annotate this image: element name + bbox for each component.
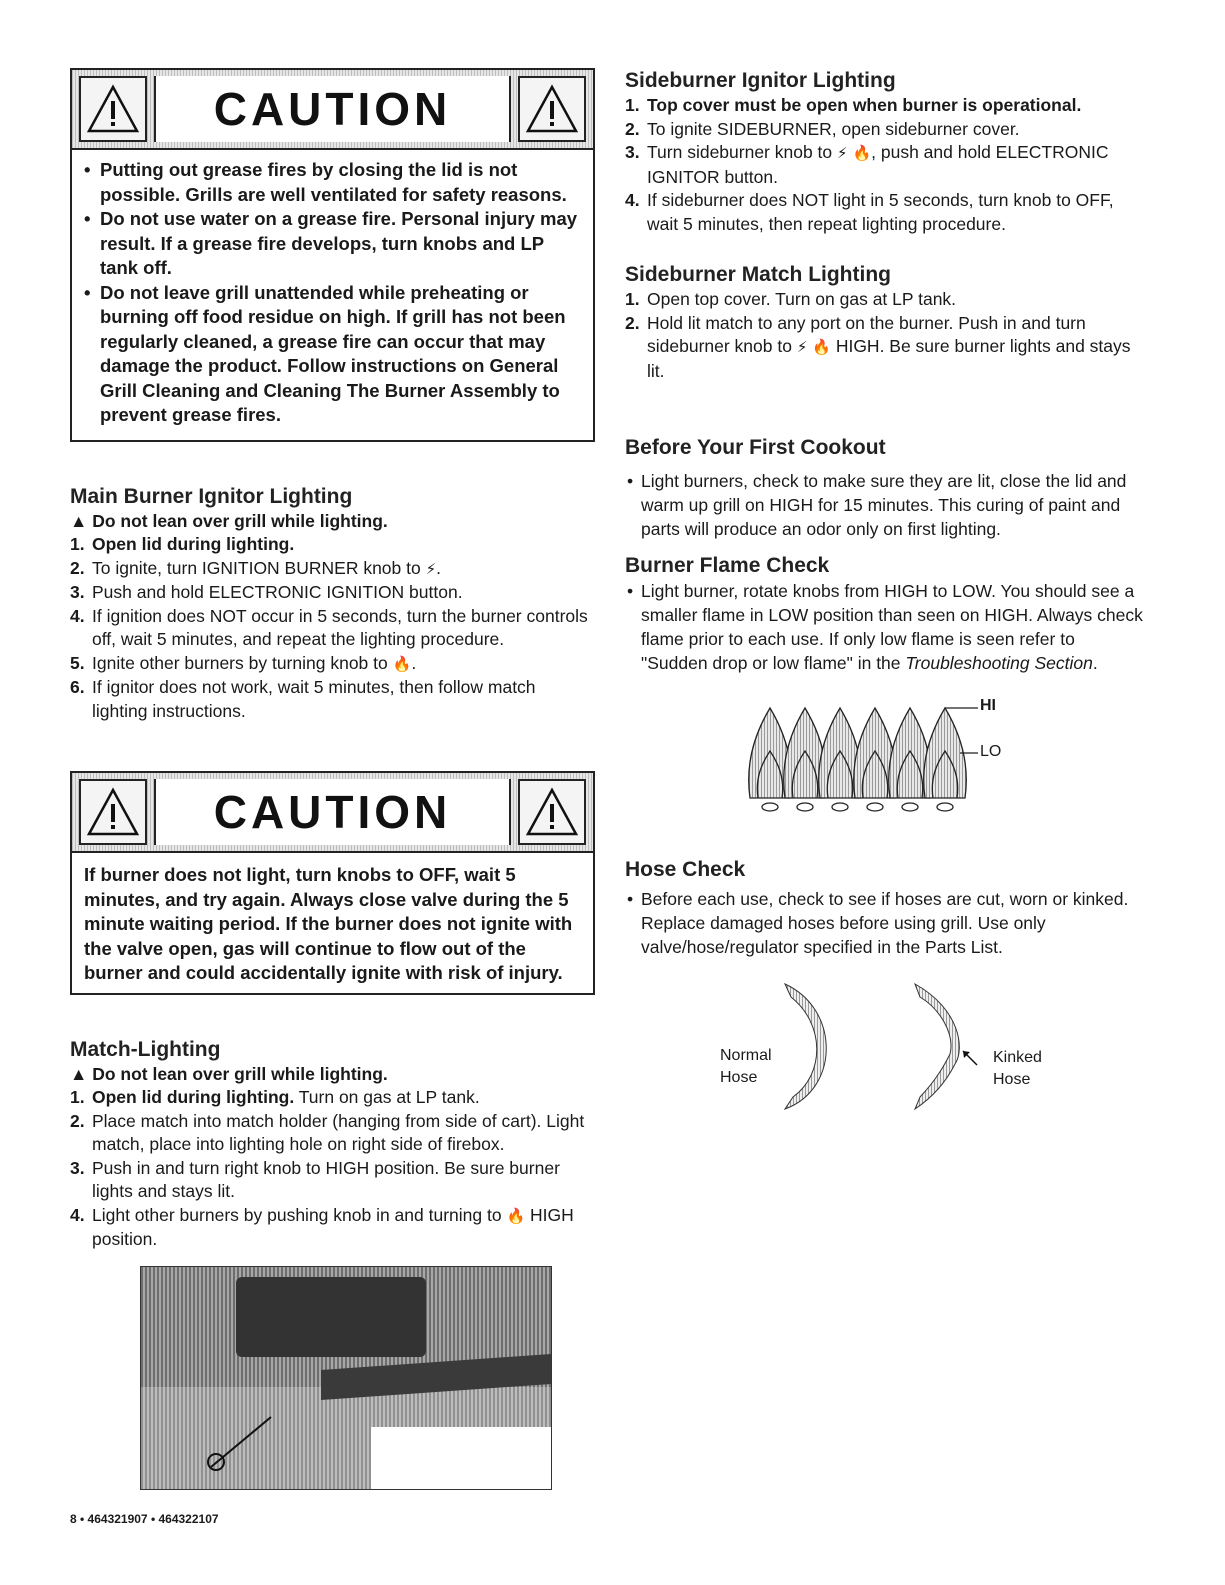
caution-banner — [72, 70, 593, 150]
flame-icon: 🔥 — [812, 339, 831, 356]
warning-triangle-icon — [79, 76, 147, 142]
main-burner-section: Main Burner Ignitor Lighting ▲ Do not lean over grill while lighting. 1. Open lid during lighting. 2. To ignite, turn IGNITION BURNER knob to ⚡. 3. Push and hold ELECTRONIC IGNITION button. 4. If ignition does NOT occur in 5 seconds, turn the burner controls off, wait 5 minutes, and repeat the lighting procedure. 5. Ignite other burners by turning knob to 🔥. 6. If ignitor does not work, wait 5 minutes, then follow match lighting instructions. — [70, 484, 595, 723]
section-heading: Before Your First Cookout — [625, 436, 886, 459]
caution-box-no-light — [70, 771, 595, 995]
section-heading: Match-Lighting — [70, 1038, 221, 1061]
spark-icon: ⚡ — [796, 339, 808, 356]
kinked-hose-label: Kinked — [993, 1049, 1042, 1066]
caution-body: If burner does not light, turn knobs to OFF, wait 5 minutes, and try again. Always close valve during the 5 minute waiting period. If the burner does not ignite with the valve open, gas will continue to flow out of the burner and could accidentally ignite with risk of injury. — [84, 864, 573, 983]
alert-triangle-icon: ▲ — [70, 511, 88, 531]
caution-body — [72, 150, 593, 434]
sideburner-ignitor-section: Sideburner Ignitor Lighting 1. Top cover must be open when burner is operational. 2. To ignite SIDEBURNER, open sideburner cover. 3. Turn sideburner knob to ⚡ 🔥, push and hold ELECTRONIC IGNITOR button. 4. If sideburner does NOT light in 5 seconds, turn knob to OFF, wait 5 minutes, then repeat lighting procedure. — [625, 68, 1145, 236]
flame-diagram — [740, 697, 1040, 823]
section-heading: Sideburner Ignitor Lighting — [625, 69, 896, 92]
bullet-text: • Before each use, check to see if hoses are cut, worn or kinked. Replace damaged hoses before using grill. Use only valve/hose/regulator specified in the Parts List. — [625, 887, 1145, 959]
bullet-text: • Light burners, check to make sure they are lit, close the lid and warm up grill on HIGH for 15 minutes. This curing of paint and parts will produce an odor only on first lighting. — [625, 469, 1145, 541]
kinked-hose-label: Hose — [993, 1071, 1031, 1088]
caution-title: CAUTION — [154, 779, 511, 845]
caution-box-grease — [70, 68, 595, 442]
warning-triangle-icon — [518, 76, 586, 142]
warning-line: ▲ Do not lean over grill while lighting. — [70, 1064, 388, 1084]
flame-icon: 🔥 — [506, 1207, 526, 1225]
bullet-text: • Light burner, rotate knobs from HIGH to LOW. You should see a smaller flame in LOW position than seen on HIGH. Always check flame prior to each use. If only low flame is seen refer to "Sudden drop or low flame" in the Troubleshooting Section. — [625, 579, 1145, 675]
hose-diagram — [715, 979, 1075, 1129]
right-column — [625, 68, 1145, 1129]
spark-icon: ⚡ — [425, 560, 437, 578]
warning-line: ▲ Do not lean over grill while lighting. — [70, 511, 388, 531]
match-holder-photo — [140, 1266, 552, 1490]
first-cookout-section — [625, 435, 1145, 541]
section-heading: Main Burner Ignitor Lighting — [70, 485, 353, 508]
warning-triangle-icon — [79, 779, 147, 845]
page-footer: 8 • 464321907 • 464322107 — [70, 1512, 219, 1526]
hi-label: HI — [980, 697, 996, 714]
section-heading: Burner Flame Check — [625, 554, 830, 577]
spark-icon: ⚡ — [837, 145, 848, 162]
sideburner-match-section: Sideburner Match Lighting 1. Open top cover. Turn on gas at LP tank. 2. Hold lit match to any port on the burner. Push in and turn sideburner knob to ⚡ 🔥 HIGH. Be sure burner lights and stays lit. — [625, 262, 1145, 383]
flame-illustration — [740, 703, 1040, 823]
warning-triangle-icon — [518, 779, 586, 845]
hose-check-section — [625, 857, 1145, 959]
caution-banner — [72, 773, 593, 853]
caution-title: CAUTION — [154, 76, 511, 142]
flame-icon: 🔥 — [392, 655, 412, 673]
section-heading: Sideburner Match Lighting — [625, 263, 891, 286]
alert-triangle-icon: ▲ — [70, 1064, 88, 1084]
match-lighting-section: Match-Lighting ▲ Do not lean over grill while lighting. 1. Open lid during lighting. Turn on gas at LP tank. 2. Place match into match holder (hanging from side of cart). Light match, place into lighting hole on right side of firebox. 3. Push in and turn right knob to HIGH position. Be sure burner lights and stays lit. 4. Light other burners by pushing knob in and turning to 🔥 HIGH position. — [70, 1037, 595, 1252]
lo-label: LO — [980, 743, 1002, 760]
normal-hose-label: Hose — [720, 1069, 758, 1086]
caution-item: • Putting out grease fires by closing the lid is not possible. Grills are well ventilated for safety reasons. — [84, 158, 583, 207]
section-heading: Hose Check — [625, 858, 746, 881]
normal-hose-label: Normal — [720, 1047, 772, 1064]
flame-check-section — [625, 553, 1145, 675]
flame-icon: 🔥 — [852, 145, 872, 162]
caution-item: • Do not leave grill unattended while preheating or burning off food residue on high. If grill has not been regularly cleaned, a grease fire can occur that may damage the product. Follow instructions on General Grill Cleaning and Cleaning The Burner Assembly to prevent grease fires. — [84, 281, 583, 428]
caution-item: • Do not use water on a grease fire. Personal injury may result. If a grease fire develops, turn knobs and LP tank off. — [84, 207, 583, 281]
left-column — [70, 68, 595, 1490]
